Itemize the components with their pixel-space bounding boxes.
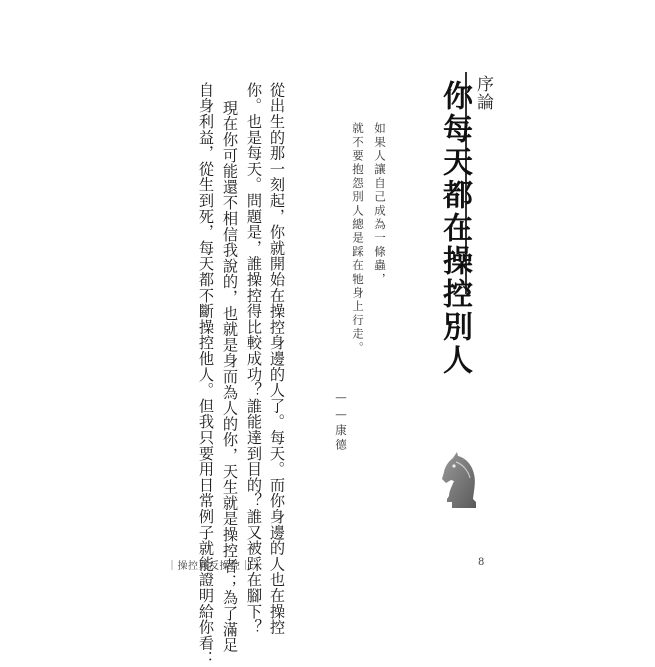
body-line-3: 現在你可能還不相信我說的，也就是身而為人的你，天生就是操控者；為了滿足 [221,100,239,653]
running-footer-title: ｜操控與反操控｜ [167,561,251,572]
section-label: 序論 [473,75,493,111]
page-number: 8 [478,557,485,568]
body-line-4: 自身利益，從生到死，每天都不斷操控他人。但我只要用日常例子就能證明給你看： [197,82,215,667]
chess-knight-icon [440,452,484,512]
epigraph-attribution: ——康德 [334,390,348,453]
body-line-2: 你。也是每天。問題是，誰操控得比較成功？誰能達到目的？誰又被踩在腳下？ [245,82,263,635]
epigraph-line-1: 如果人讓自己成為一條蟲， [373,122,387,287]
body-line-1: 從出生的那一刻起，你就開始在操控身邊的人了。每天。而你身邊的人也在操控 [268,82,286,635]
epigraph-line-2: 就不要抱怨別人總是踩在牠身上行走。 [351,122,365,355]
chapter-title: 你每天都在操控別人 [437,80,472,377]
